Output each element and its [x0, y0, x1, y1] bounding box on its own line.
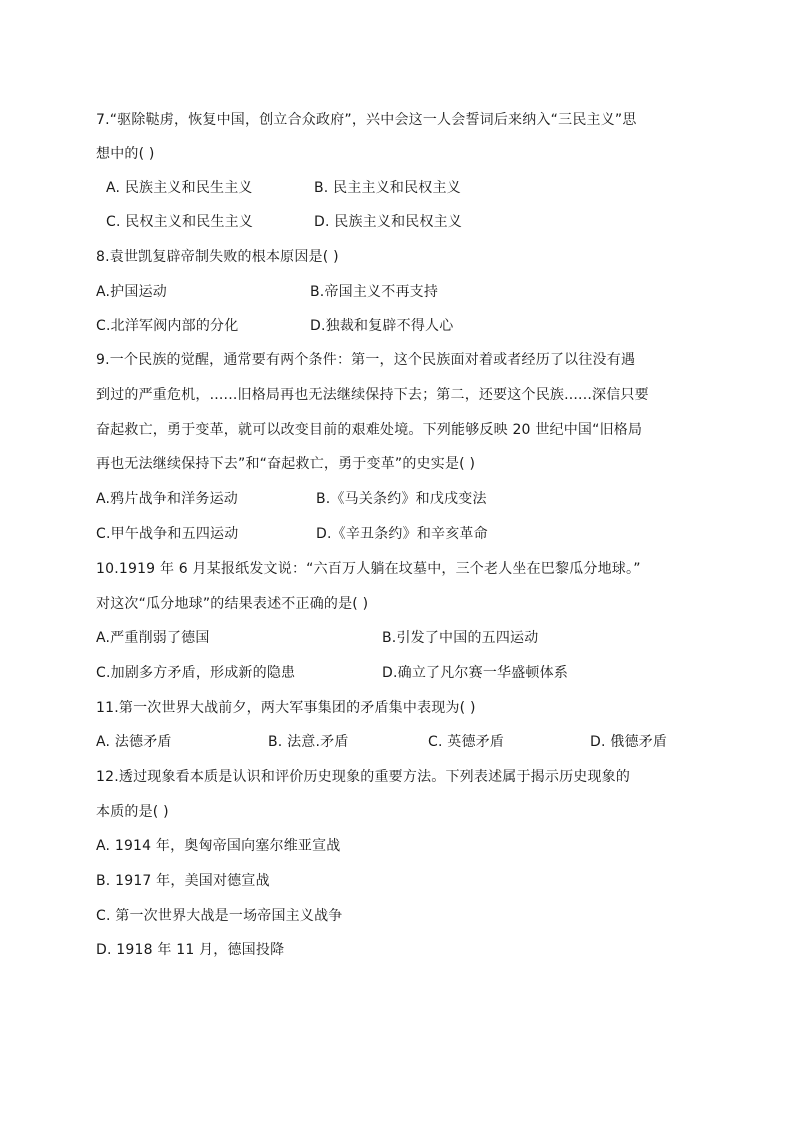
q9-stem-line-1: 9.一个民族的觉醒，通常要有两个条件：第一，这个民族面对着或者经历了以往没有遇 — [96, 352, 636, 368]
q9-option-c: C.甲午战争和五四运动 — [96, 526, 239, 542]
q11-option-a: A. 法德矛盾 — [96, 734, 172, 750]
q10-option-b: B.引发了中国的五四运动 — [382, 630, 539, 646]
q12-stem-line-2: 本质的是( ) — [96, 804, 169, 820]
q11-stem-line-1: 11.第一次世界大战前夕，两大军事集团的矛盾集中表现为( ) — [96, 700, 476, 716]
q12-option-d: D. 1918 年 11 月，德国投降 — [96, 942, 285, 958]
q11-option-c: C. 英德矛盾 — [428, 734, 505, 750]
q9-option-a: A.鸦片战争和洋务运动 — [96, 491, 238, 507]
q12-option-b: B. 1917 年，美国对德宣战 — [96, 873, 270, 889]
q12-stem-line-1: 12.透过现象看本质是认识和评价历史现象的重要方法。下列表述属于揭示历史现象的 — [96, 769, 631, 785]
q12-option-c: C. 第一次世界大战是一场帝国主义战争 — [96, 908, 343, 924]
q10-option-c: C.加剧多方矛盾，形成新的隐患 — [96, 665, 296, 681]
q9-stem-line-3: 奋起救亡，勇于变革，就可以改变目前的艰难处境。下列能够反映 20 世纪中国“旧格局 — [96, 422, 643, 438]
q10-option-d: D.确立了凡尔赛一华盛顿体系 — [382, 665, 569, 681]
q9-option-d: D.《辛丑条约》和辛亥革命 — [316, 526, 488, 542]
q9-option-b: B.《马关条约》和戊戌变法 — [316, 491, 487, 507]
q8-option-d: D.独裁和复辟不得人心 — [310, 318, 454, 334]
q10-option-a: A.严重削弱了德国 — [96, 630, 210, 646]
q7-stem-line-2: 想中的( ) — [96, 146, 155, 162]
q10-stem-line-2: 对这次“瓜分地球”的结果表述不正确的是( ) — [96, 596, 369, 612]
q7-option-b: B. 民主主义和民权主义 — [314, 180, 461, 196]
q7-option-a: A. 民族主义和民生主义 — [106, 180, 253, 196]
q9-stem-line-2: 到过的严重危机，......旧格局再也无法继续保持下去；第二，还要这个民族......深信只要 — [96, 387, 649, 403]
q9-stem-line-4: 再也无法继续保持下去”和“奋起救亡，勇于变革”的史实是( ) — [96, 456, 476, 472]
q10-stem-line-1: 10.1919 年 6 月某报纸发文说：“六百万人躺在坟墓中，三个老人坐在巴黎瓜分地球。” — [96, 561, 641, 577]
q8-option-a: A.护国运动 — [96, 284, 167, 300]
q12-option-a: A. 1914 年，奥匈帝国向塞尔维亚宣战 — [96, 838, 341, 854]
q8-option-b: B.帝国主义不再支持 — [310, 284, 439, 300]
q7-option-c: C. 民权主义和民生主义 — [106, 214, 254, 230]
q11-option-d: D. 俄德矛盾 — [590, 734, 668, 750]
q7-option-d: D. 民族主义和民权主义 — [314, 214, 463, 230]
q8-option-c: C.北洋军阀内部的分化 — [96, 318, 239, 334]
q11-option-b: B. 法意.矛盾 — [268, 734, 349, 750]
q8-stem-line-1: 8.袁世凯复辟帝制失败的根本原因是( ) — [96, 249, 339, 265]
q7-stem-line-1: 7.“驱除鞑虏，恢复中国，创立合众政府”，兴中会这一人会誓词后来纳入“三民主义”思 — [96, 112, 637, 128]
